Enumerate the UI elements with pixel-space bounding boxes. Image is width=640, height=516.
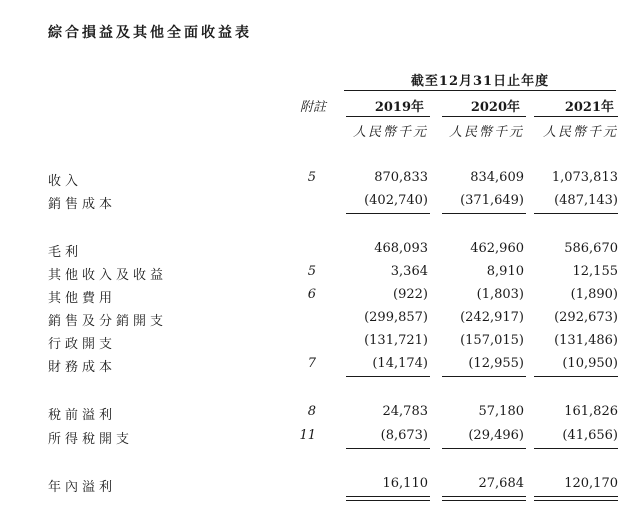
value-2020: 8,910 <box>486 264 524 279</box>
value-2021: (1,890) <box>570 287 618 302</box>
row-label: 銷售及分銷開支 <box>48 314 168 329</box>
table-row <box>0 333 640 355</box>
year-rule-2021 <box>534 116 618 117</box>
subtotal-rule <box>346 448 430 449</box>
subtotal-rule <box>346 213 430 214</box>
table-row <box>0 264 640 286</box>
year-header-2020: 2020年 <box>470 100 520 115</box>
table-row <box>0 241 640 263</box>
row-label: 稅前溢利 <box>48 408 117 423</box>
subtotal-rule <box>442 213 526 214</box>
row-label: 毛利 <box>48 245 83 260</box>
value-2021: 12,155 <box>572 264 618 279</box>
value-2021: (292,673) <box>554 310 618 325</box>
value-2019: 16,110 <box>382 476 428 491</box>
value-2019: (299,857) <box>364 310 428 325</box>
year-header-2019: 2019年 <box>374 100 424 115</box>
value-2020: 27,684 <box>478 476 524 491</box>
value-2021: (41,656) <box>562 428 618 443</box>
unit-label-2021: 人民幣千元 <box>542 125 618 140</box>
value-2019: (922) <box>393 287 428 302</box>
value-2020: 462,960 <box>470 241 524 256</box>
row-note: 8 <box>307 404 316 419</box>
year-rule-2019 <box>346 116 430 117</box>
subtotal-rule <box>534 448 618 449</box>
value-2019: (14,174) <box>372 356 428 371</box>
value-2019: (402,740) <box>364 193 428 208</box>
table-row <box>0 476 640 498</box>
row-note: 7 <box>307 356 316 371</box>
value-2021: (10,950) <box>562 356 618 371</box>
table-row <box>0 404 640 426</box>
row-label: 財務成本 <box>48 360 117 375</box>
value-2020: 834,609 <box>470 170 524 185</box>
total-double-rule <box>442 496 526 501</box>
row-note: 5 <box>307 170 316 185</box>
unit-label-2019: 人民幣千元 <box>352 125 428 140</box>
row-label: 收入 <box>48 174 83 189</box>
row-note: 6 <box>307 287 316 302</box>
year-header-2021: 2021年 <box>564 100 614 115</box>
value-2020: (371,649) <box>460 193 524 208</box>
row-note: 11 <box>299 428 316 443</box>
value-2020: (242,917) <box>460 310 524 325</box>
subtotal-rule <box>534 213 618 214</box>
year-rule-2020 <box>442 116 526 117</box>
page-title: 綜合損益及其他全面收益表 <box>48 25 252 41</box>
row-note: 5 <box>307 264 316 279</box>
table-row <box>0 170 640 192</box>
table-row <box>0 193 640 215</box>
row-label: 其他費用 <box>48 291 117 306</box>
row-label: 所得稅開支 <box>48 432 134 447</box>
value-2019: 468,093 <box>374 241 428 256</box>
period-header: 截至12月31日止年度 <box>410 74 550 89</box>
table-row <box>0 428 640 450</box>
value-2020: 57,180 <box>478 404 524 419</box>
value-2019: 3,364 <box>390 264 428 279</box>
table-row <box>0 310 640 332</box>
value-2019: (131,721) <box>364 333 428 348</box>
table-row <box>0 287 640 309</box>
value-2020: (1,803) <box>476 287 524 302</box>
value-2019: 24,783 <box>382 404 428 419</box>
unit-label-2020: 人民幣千元 <box>448 125 524 140</box>
row-label: 年內溢利 <box>48 480 117 495</box>
table-row <box>0 356 640 378</box>
subtotal-rule <box>442 376 526 377</box>
value-2021: 1,073,813 <box>551 170 618 185</box>
value-2020: (29,496) <box>468 428 524 443</box>
value-2019: 870,833 <box>374 170 428 185</box>
value-2019: (8,673) <box>380 428 428 443</box>
subtotal-rule <box>534 376 618 377</box>
value-2021: 586,670 <box>564 241 618 256</box>
value-2021: (131,486) <box>554 333 618 348</box>
value-2021: 120,170 <box>564 476 618 491</box>
value-2020: (157,015) <box>460 333 524 348</box>
value-2020: (12,955) <box>468 356 524 371</box>
period-header-rule <box>344 90 616 91</box>
row-label: 銷售成本 <box>48 197 117 212</box>
subtotal-rule <box>442 448 526 449</box>
value-2021: 161,826 <box>564 404 618 419</box>
row-label: 行政開支 <box>48 337 117 352</box>
total-double-rule <box>534 496 618 501</box>
total-double-rule <box>346 496 430 501</box>
subtotal-rule <box>346 376 430 377</box>
value-2021: (487,143) <box>554 193 618 208</box>
row-label: 其他收入及收益 <box>48 268 168 283</box>
note-column-header: 附註 <box>299 100 326 115</box>
